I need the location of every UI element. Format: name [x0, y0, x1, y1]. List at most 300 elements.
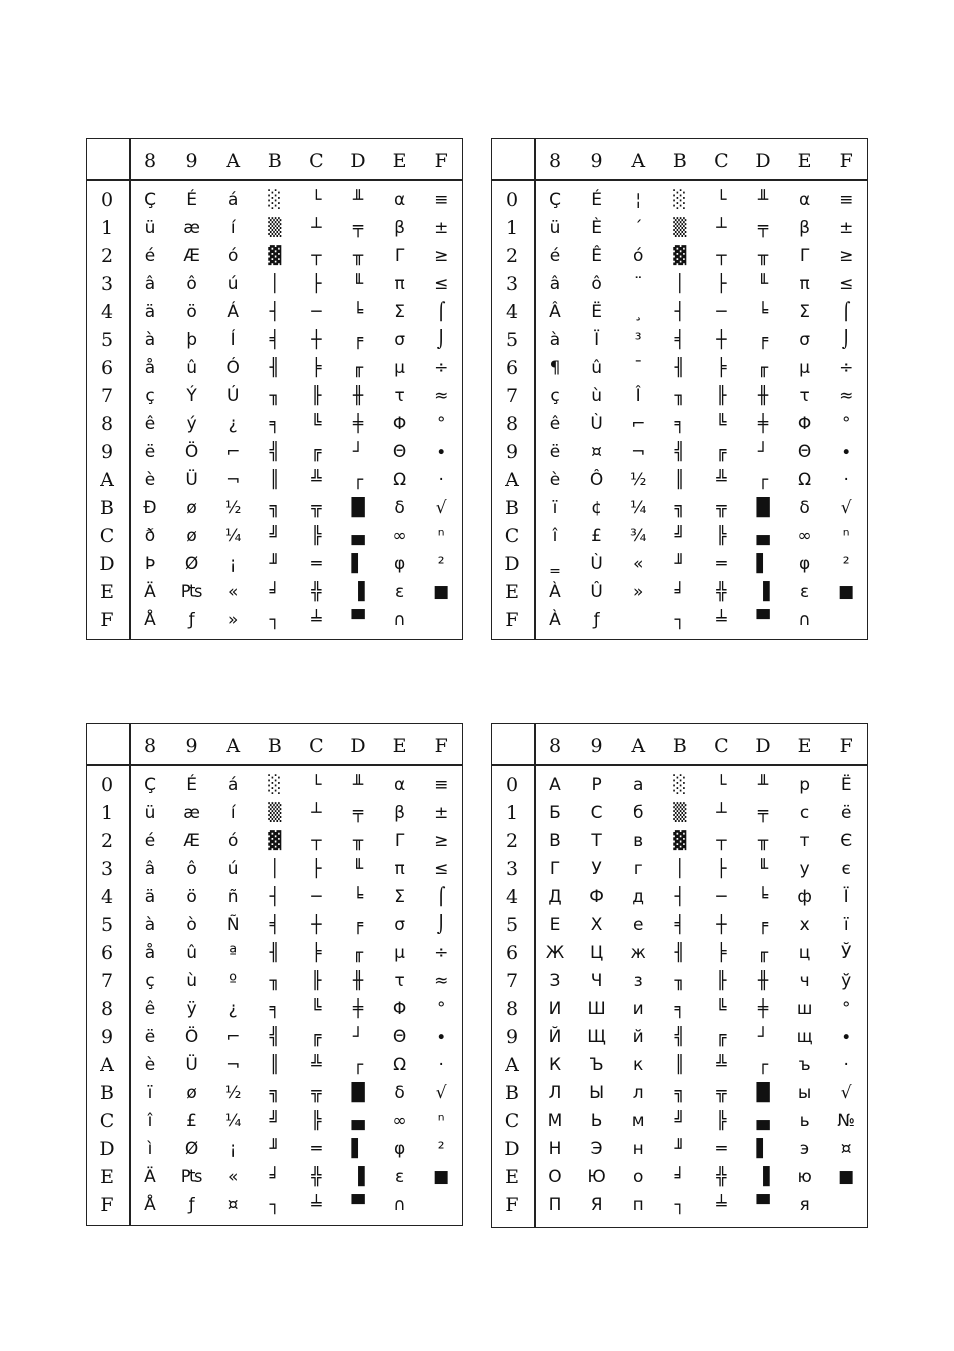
glyph-cell: ∞: [392, 1111, 407, 1131]
glyph-cell: ≥: [434, 831, 449, 851]
row-label: 0: [100, 189, 114, 211]
glyph-cell: ⌠: [436, 302, 446, 322]
glyph-cell: ▌: [351, 1139, 365, 1159]
column-header: 9: [185, 735, 198, 757]
row-label: C: [99, 525, 115, 547]
glyph-cell: ù: [186, 971, 197, 991]
glyph-cell: ╞: [716, 358, 727, 378]
glyph-cell: Ы: [589, 1083, 605, 1103]
glyph-cell: д: [632, 887, 645, 907]
glyph-cell: þ: [186, 330, 197, 350]
glyph-cell: ╖: [269, 971, 280, 991]
row-label: F: [100, 1194, 114, 1216]
glyph-cell: â: [144, 859, 156, 879]
glyph-cell: ─: [311, 302, 322, 322]
glyph-cell: ≤: [434, 859, 449, 879]
glyph-cell: î: [147, 1111, 153, 1131]
glyph-cell: ▄: [351, 526, 365, 546]
glyph-cell: ║: [674, 470, 685, 490]
glyph-cell: ╖: [674, 386, 685, 406]
glyph-cell: Ø: [184, 554, 199, 574]
glyph-cell: £: [186, 1111, 197, 1131]
glyph-cell: É: [186, 190, 197, 210]
glyph-cell: ф: [797, 887, 812, 907]
glyph-cell: φ: [393, 554, 406, 574]
table-top-left: [86, 138, 463, 640]
glyph-cell: ∩: [393, 610, 406, 630]
glyph-cell: ·: [843, 470, 849, 490]
row-label: C: [504, 1110, 520, 1132]
column-header: 9: [590, 150, 603, 172]
row-label: 4: [100, 886, 114, 908]
glyph-cell: ▓: [268, 831, 282, 851]
glyph-cell: À: [549, 610, 561, 630]
glyph-cell: ⌡: [436, 915, 446, 935]
glyph-cell: ò: [186, 915, 197, 935]
glyph-cell: ▄: [351, 1111, 365, 1131]
glyph-cell: ╬: [311, 1167, 322, 1187]
column-header: F: [839, 735, 853, 757]
glyph-cell: ¼: [224, 1111, 242, 1131]
glyph-cell: é: [144, 246, 156, 266]
glyph-cell: Р: [591, 775, 602, 795]
glyph-cell: β: [394, 803, 406, 823]
glyph-cell: ╨: [757, 775, 769, 795]
glyph-cell: ┐: [269, 610, 280, 630]
glyph-cell: ┴: [716, 803, 727, 823]
glyph-cell: ■: [433, 1167, 450, 1187]
glyph-cell: ì: [147, 1139, 153, 1159]
glyph-cell: ╩: [716, 470, 727, 490]
glyph-cell: ╘: [757, 887, 769, 907]
row-label: 8: [505, 413, 519, 435]
glyph-cell: └: [716, 775, 727, 795]
glyph-cell: Ч: [590, 971, 603, 991]
row-label-divider: [534, 139, 536, 639]
column-header: 8: [548, 150, 562, 172]
glyph-cell: í: [230, 803, 236, 823]
glyph-cell: З: [549, 971, 561, 991]
glyph-cell: ▒: [673, 803, 687, 823]
glyph-cell: ╛: [269, 582, 280, 602]
glyph-cell: ╗: [674, 1083, 685, 1103]
glyph-cell: Й: [548, 1027, 562, 1047]
glyph-cell: ы: [797, 1083, 812, 1103]
glyph-cell: я: [799, 1195, 810, 1215]
glyph-cell: ╟: [311, 971, 322, 991]
glyph-cell: û: [186, 358, 197, 378]
glyph-cell: ┌: [352, 470, 364, 490]
row-label: E: [100, 1166, 114, 1188]
glyph-cell: ╛: [674, 582, 685, 602]
row-label: 9: [100, 1026, 114, 1048]
glyph-cell: █: [756, 498, 770, 518]
glyph-cell: ü: [144, 803, 156, 823]
row-label: 6: [505, 357, 519, 379]
column-header: 9: [590, 735, 603, 757]
glyph-cell: ч: [799, 971, 810, 991]
glyph-cell: π: [394, 274, 405, 294]
glyph-cell: ¬: [226, 1055, 241, 1075]
row-label: B: [505, 1082, 519, 1104]
glyph-cell: ├: [716, 859, 727, 879]
glyph-cell: Ö: [184, 442, 199, 462]
glyph-cell: ±: [434, 803, 449, 823]
row-label: 8: [100, 413, 114, 435]
glyph-cell: Ú: [226, 386, 240, 406]
glyph-cell: ▒: [673, 218, 687, 238]
glyph-cell: ⌡: [436, 330, 446, 350]
glyph-cell: ю: [797, 1167, 812, 1187]
glyph-cell: ä: [144, 887, 156, 907]
glyph-cell: ■: [433, 582, 450, 602]
glyph-cell: á: [227, 190, 239, 210]
glyph-cell: ┬: [716, 246, 727, 266]
glyph-cell: ▓: [673, 246, 687, 266]
glyph-cell: ╔: [716, 442, 727, 462]
glyph-cell: №: [837, 1111, 856, 1131]
glyph-cell: å: [144, 943, 156, 963]
row-label: 8: [100, 998, 114, 1020]
glyph-cell: ü: [549, 218, 561, 238]
glyph-cell: ³: [634, 330, 642, 350]
glyph-cell: й: [632, 1027, 644, 1047]
glyph-cell: Θ: [392, 1027, 407, 1047]
glyph-cell: ∙: [840, 1027, 852, 1047]
glyph-cell: ╠: [716, 526, 727, 546]
glyph-cell: â: [549, 274, 561, 294]
glyph-cell: µ: [394, 943, 405, 963]
glyph-cell: ж: [630, 943, 646, 963]
glyph-cell: ╦: [311, 498, 322, 518]
glyph-cell: ⌠: [841, 302, 851, 322]
glyph-cell: Σ: [394, 887, 405, 907]
glyph-cell: ð: [144, 526, 156, 546]
glyph-cell: ┬: [311, 831, 322, 851]
glyph-cell: ╥: [757, 831, 769, 851]
glyph-cell: °: [436, 999, 446, 1019]
glyph-cell: ┌: [757, 1055, 769, 1075]
glyph-cell: α: [393, 775, 406, 795]
glyph-cell: █: [351, 498, 365, 518]
glyph-cell: Ў: [841, 943, 852, 963]
glyph-cell: ¢: [591, 498, 602, 518]
glyph-cell: α: [393, 190, 406, 210]
row-label: A: [100, 1054, 114, 1076]
glyph-cell: °: [436, 414, 446, 434]
glyph-cell: ═: [311, 554, 322, 574]
glyph-cell: ╢: [269, 943, 280, 963]
glyph-cell: ε: [394, 582, 405, 602]
glyph-cell: ▀: [756, 1195, 770, 1215]
glyph-cell: у: [799, 859, 810, 879]
glyph-cell: ⁿ: [437, 526, 445, 546]
glyph-cell: ¾: [629, 526, 647, 546]
glyph-cell: ∙: [435, 442, 447, 462]
glyph-cell: ▀: [756, 610, 770, 630]
glyph-cell: ·: [438, 470, 444, 490]
glyph-cell: ▌: [756, 1139, 770, 1159]
glyph-cell: ┴: [311, 803, 322, 823]
glyph-cell: └: [716, 190, 727, 210]
glyph-cell: Æ: [183, 246, 200, 266]
glyph-cell: Ù: [590, 554, 603, 574]
glyph-cell: ╚: [311, 414, 322, 434]
glyph-cell: Ö: [184, 1027, 199, 1047]
glyph-cell: ┤: [674, 302, 685, 322]
glyph-cell: Å: [144, 610, 156, 630]
glyph-cell: ╜: [674, 1139, 685, 1159]
glyph-cell: Ñ: [226, 915, 240, 935]
glyph-cell: ∙: [435, 1027, 447, 1047]
glyph-cell: ▐: [351, 582, 365, 602]
glyph-cell: ┤: [269, 302, 280, 322]
glyph-cell: «: [632, 554, 644, 574]
glyph-cell: ╩: [716, 1055, 727, 1075]
glyph-cell: ╝: [674, 1111, 685, 1131]
glyph-cell: β: [394, 218, 406, 238]
glyph-cell: δ: [799, 498, 810, 518]
column-header: F: [434, 735, 448, 757]
glyph-cell: √: [840, 1083, 852, 1103]
row-label-divider: [534, 724, 536, 1227]
glyph-cell: а: [632, 775, 644, 795]
glyph-cell: û: [186, 943, 197, 963]
row-label: 9: [100, 441, 114, 463]
glyph-cell: ш: [796, 999, 813, 1019]
glyph-cell: ╤: [757, 803, 769, 823]
row-label: 5: [100, 329, 114, 351]
glyph-cell: ê: [144, 414, 156, 434]
glyph-cell: ╘: [757, 302, 769, 322]
glyph-cell: ├: [311, 859, 322, 879]
glyph-cell: ╤: [352, 218, 364, 238]
table-top-right: [491, 138, 868, 640]
glyph-cell: В: [549, 831, 561, 851]
glyph-cell: ░: [268, 190, 282, 210]
glyph-cell: т: [799, 831, 810, 851]
glyph-cell: ╖: [269, 386, 280, 406]
glyph-cell: ┴: [716, 218, 727, 238]
row-label: 7: [100, 385, 114, 407]
glyph-cell: ε: [799, 582, 810, 602]
column-header: 9: [185, 150, 198, 172]
glyph-cell: И: [548, 999, 562, 1019]
glyph-cell: ø: [186, 526, 197, 546]
glyph-cell: √: [435, 498, 447, 518]
glyph-cell: ê: [144, 999, 156, 1019]
glyph-cell: ┐: [674, 610, 685, 630]
glyph-cell: ╪: [352, 414, 364, 434]
glyph-cell: Ù: [590, 414, 603, 434]
glyph-cell: Θ: [392, 442, 407, 462]
row-label: 5: [100, 914, 114, 936]
column-header: F: [839, 150, 853, 172]
glyph-cell: ₧: [180, 1167, 203, 1187]
glyph-cell: ■: [838, 1167, 855, 1187]
row-label: B: [100, 497, 114, 519]
glyph-cell: Ý: [186, 386, 197, 406]
glyph-cell: í: [230, 218, 236, 238]
row-label: 6: [100, 357, 114, 379]
glyph-cell: ƒ: [188, 1195, 195, 1215]
glyph-cell: ⁿ: [842, 526, 850, 546]
glyph-cell: ▐: [351, 1167, 365, 1187]
glyph-cell: ░: [673, 775, 687, 795]
glyph-cell: ÿ: [186, 999, 197, 1019]
glyph-cell: ¿: [228, 414, 238, 434]
glyph-cell: ╝: [269, 526, 280, 546]
glyph-cell: ╨: [757, 190, 769, 210]
glyph-cell: ▌: [351, 554, 365, 574]
glyph-cell: и: [632, 999, 644, 1019]
glyph-cell: φ: [393, 1139, 406, 1159]
row-label: 1: [505, 217, 519, 239]
header-divider: [87, 179, 462, 181]
glyph-cell: ╣: [269, 442, 280, 462]
row-label: 0: [505, 189, 519, 211]
glyph-cell: ╡: [674, 330, 685, 350]
glyph-cell: Ф: [589, 887, 604, 907]
glyph-cell: ╫: [757, 971, 769, 991]
column-header: D: [755, 150, 771, 172]
glyph-cell: δ: [394, 498, 405, 518]
glyph-cell: ї: [843, 915, 849, 935]
glyph-cell: Ш: [587, 999, 606, 1019]
row-label: 3: [100, 858, 114, 880]
glyph-cell: ┼: [311, 915, 322, 935]
glyph-cell: ├: [716, 274, 727, 294]
glyph-cell: ╒: [757, 915, 769, 935]
row-label: A: [505, 469, 519, 491]
glyph-cell: ▌: [756, 554, 770, 574]
glyph-cell: Ц: [589, 943, 604, 963]
glyph-cell: σ: [394, 915, 405, 935]
glyph-cell: ÷: [839, 358, 854, 378]
glyph-cell: х: [799, 915, 810, 935]
column-header: E: [797, 150, 812, 172]
glyph-cell: Ё: [840, 775, 852, 795]
glyph-cell: М: [547, 1111, 563, 1131]
glyph-cell: σ: [799, 330, 810, 350]
glyph-cell: ƒ: [188, 610, 195, 630]
glyph-cell: ½: [224, 1083, 242, 1103]
glyph-cell: β: [799, 218, 811, 238]
glyph-cell: Þ: [144, 554, 156, 574]
glyph-cell: ▓: [268, 246, 282, 266]
table-bottom-right: [491, 723, 868, 1228]
column-header: F: [434, 150, 448, 172]
glyph-cell: Т: [591, 831, 602, 851]
glyph-cell: æ: [183, 803, 200, 823]
glyph-cell: Σ: [799, 302, 810, 322]
glyph-cell: ╦: [716, 498, 727, 518]
glyph-cell: ё: [840, 803, 852, 823]
glyph-cell: ┬: [716, 831, 727, 851]
glyph-cell: ╕: [674, 414, 685, 434]
glyph-cell: ª: [229, 943, 238, 963]
glyph-cell: Ë: [591, 302, 602, 322]
glyph-cell: ‗: [550, 554, 560, 574]
glyph-cell: ≥: [839, 246, 854, 266]
glyph-cell: È: [591, 218, 602, 238]
glyph-cell: µ: [394, 358, 405, 378]
glyph-cell: ⁿ: [437, 1111, 445, 1131]
row-label: E: [505, 581, 519, 603]
glyph-cell: Ω: [393, 1055, 407, 1075]
glyph-cell: Е: [549, 915, 561, 935]
row-label-divider: [129, 139, 131, 639]
row-label: 0: [505, 774, 519, 796]
glyph-cell: ╙: [352, 274, 364, 294]
glyph-cell: ┼: [716, 915, 727, 935]
glyph-cell: Æ: [183, 831, 200, 851]
glyph-cell: ъ: [798, 1055, 811, 1075]
column-header: E: [392, 735, 407, 757]
glyph-cell: ¦: [635, 190, 642, 210]
glyph-cell: ▐: [756, 1167, 770, 1187]
glyph-cell: ⌐: [631, 414, 646, 434]
glyph-cell: ┐: [269, 1195, 280, 1215]
column-header: A: [226, 150, 241, 172]
glyph-cell: ╧: [311, 610, 322, 630]
glyph-cell: ╛: [269, 1167, 280, 1187]
glyph-cell: ╜: [674, 554, 685, 574]
row-label: 2: [100, 245, 114, 267]
glyph-cell: Ü: [185, 1055, 198, 1075]
row-label: F: [505, 609, 519, 631]
column-header: E: [797, 735, 812, 757]
glyph-cell: ∩: [393, 1195, 406, 1215]
glyph-cell: ╔: [716, 1027, 727, 1047]
glyph-cell: с: [799, 803, 810, 823]
glyph-cell: ç: [145, 386, 155, 406]
glyph-cell: Ô: [589, 470, 604, 490]
glyph-cell: ─: [716, 887, 727, 907]
glyph-cell: ╙: [352, 859, 364, 879]
glyph-cell: ╬: [311, 582, 322, 602]
glyph-cell: ╤: [352, 803, 364, 823]
glyph-cell: ╚: [311, 999, 322, 1019]
glyph-cell: ¨: [633, 274, 643, 294]
glyph-cell: │: [269, 274, 280, 294]
glyph-cell: ¼: [224, 526, 242, 546]
glyph-cell: г: [633, 859, 643, 879]
glyph-cell: ┼: [311, 330, 322, 350]
glyph-cell: ≤: [434, 274, 449, 294]
glyph-cell: ²: [437, 554, 445, 574]
glyph-cell: è: [144, 1055, 156, 1075]
glyph-cell: ┬: [311, 246, 322, 266]
glyph-cell: ÷: [434, 358, 449, 378]
glyph-cell: ╦: [311, 1083, 322, 1103]
row-label: C: [99, 1110, 115, 1132]
glyph-cell: ▒: [268, 803, 282, 823]
glyph-cell: σ: [394, 330, 405, 350]
glyph-cell: У: [591, 859, 602, 879]
glyph-cell: ó: [632, 246, 644, 266]
glyph-cell: π: [799, 274, 810, 294]
glyph-cell: ≈: [434, 971, 449, 991]
header-divider: [492, 179, 867, 181]
table-bottom-left: [86, 723, 463, 1226]
row-label: A: [505, 1054, 519, 1076]
glyph-cell: Ω: [393, 470, 407, 490]
glyph-cell: ∙: [840, 442, 852, 462]
row-label: 3: [505, 273, 519, 295]
glyph-cell: ╨: [352, 190, 364, 210]
glyph-cell: ÷: [434, 943, 449, 963]
